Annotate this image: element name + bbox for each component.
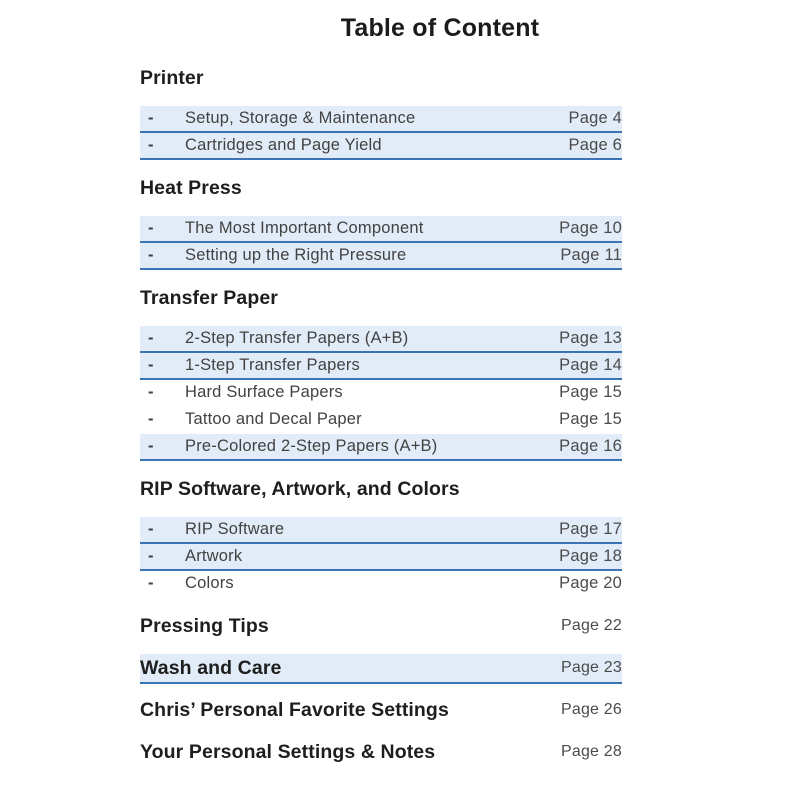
section-transfer-paper (140, 287, 622, 461)
dash-bullet: - (148, 410, 154, 428)
toc-entry-artwork[interactable] (140, 544, 622, 571)
entry-page: Page 20 (559, 574, 622, 592)
entry-page: Page 22 (560, 617, 622, 634)
section-heading-transfer-paper: Transfer Paper (140, 287, 278, 309)
entry-label: Pressing Tips (140, 614, 269, 637)
entry-page: Page 15 (559, 410, 622, 428)
entry-label: Pre-Colored 2-Step Papers (A+B) (185, 437, 438, 455)
toc-entry-2-step-transfer-papers[interactable] (140, 326, 622, 353)
entry-page: Page 13 (559, 329, 622, 347)
entry-label: 1-Step Transfer Papers (185, 356, 360, 374)
dash-bullet: - (148, 437, 154, 455)
entry-page: Page 18 (559, 547, 622, 565)
standalone-entries (140, 612, 622, 768)
section-rows (140, 216, 622, 270)
toc-entry-1-step-transfer-papers[interactable] (140, 353, 622, 380)
entry-label: 2-Step Transfer Papers (A+B) (185, 329, 409, 347)
entry-page: Page 4 (568, 109, 622, 127)
entry-page: Page 6 (568, 136, 622, 154)
toc-entry-wash-and-care[interactable] (140, 654, 622, 684)
entry-page: Page 10 (559, 219, 622, 237)
section-printer (140, 67, 622, 160)
entry-page: Page 28 (560, 743, 622, 760)
page-title: Table of Content (340, 14, 540, 42)
toc-entry-pressing-tips (140, 612, 622, 642)
entry-label: Tattoo and Decal Paper (185, 410, 362, 428)
dash-bullet: - (148, 547, 154, 565)
entry-label: Hard Surface Papers (185, 383, 343, 401)
entry-label: Setup, Storage & Maintenance (185, 109, 416, 127)
entry-label: Cartridges and Page Yield (185, 136, 382, 154)
section-heat-press (140, 177, 622, 270)
entry-page: Page 17 (559, 520, 622, 538)
entry-label: Colors (185, 574, 234, 592)
dash-bullet: - (148, 356, 154, 374)
dash-bullet: - (148, 329, 154, 347)
toc-entry-tattoo-decal-paper (140, 407, 622, 434)
toc-entry-colors (140, 571, 622, 598)
toc-entry-pre-colored-2-step-papers[interactable] (140, 434, 622, 461)
entry-label: Artwork (185, 547, 243, 565)
section-heading-rip-software: RIP Software, Artwork, and Colors (140, 478, 460, 500)
entry-page: Page 14 (559, 356, 622, 374)
entry-label: RIP Software (185, 520, 285, 538)
entry-label: Wash and Care (140, 656, 282, 679)
dash-bullet: - (148, 520, 154, 538)
toc-entry-most-important-component[interactable] (140, 216, 622, 243)
section-rows (140, 326, 622, 461)
toc-entry-your-personal-settings-notes (140, 738, 622, 768)
entry-page: Page 11 (560, 246, 622, 264)
entry-label: Chris’ Personal Favorite Settings (140, 698, 449, 721)
section-heading-heat-press: Heat Press (140, 177, 242, 199)
entry-page: Page 26 (560, 701, 622, 718)
dash-bullet: - (148, 383, 154, 401)
dash-bullet: - (148, 246, 154, 264)
entry-page: Page 23 (560, 659, 622, 676)
entry-label: Your Personal Settings & Notes (140, 740, 436, 763)
section-rows (140, 517, 622, 598)
toc-entry-chris-personal-favorite-settings (140, 696, 622, 726)
toc-entry-rip-software[interactable] (140, 517, 622, 544)
dash-bullet: - (148, 219, 154, 237)
entry-page: Page 16 (559, 437, 622, 455)
dash-bullet: - (148, 136, 154, 154)
toc-entry-cartridges-page-yield[interactable] (140, 133, 622, 160)
dash-bullet: - (148, 574, 154, 592)
toc-entry-setup-storage-maintenance[interactable] (140, 106, 622, 133)
entry-label: Setting up the Right Pressure (185, 246, 407, 264)
section-rows (140, 106, 622, 160)
section-rip-software-artwork-colors (140, 478, 622, 598)
entry-page: Page 15 (559, 383, 622, 401)
dash-bullet: - (148, 109, 154, 127)
entry-label: The Most Important Component (185, 219, 424, 237)
toc-entry-hard-surface-papers (140, 380, 622, 407)
section-heading-printer: Printer (140, 67, 204, 89)
toc-entry-right-pressure[interactable] (140, 243, 622, 270)
